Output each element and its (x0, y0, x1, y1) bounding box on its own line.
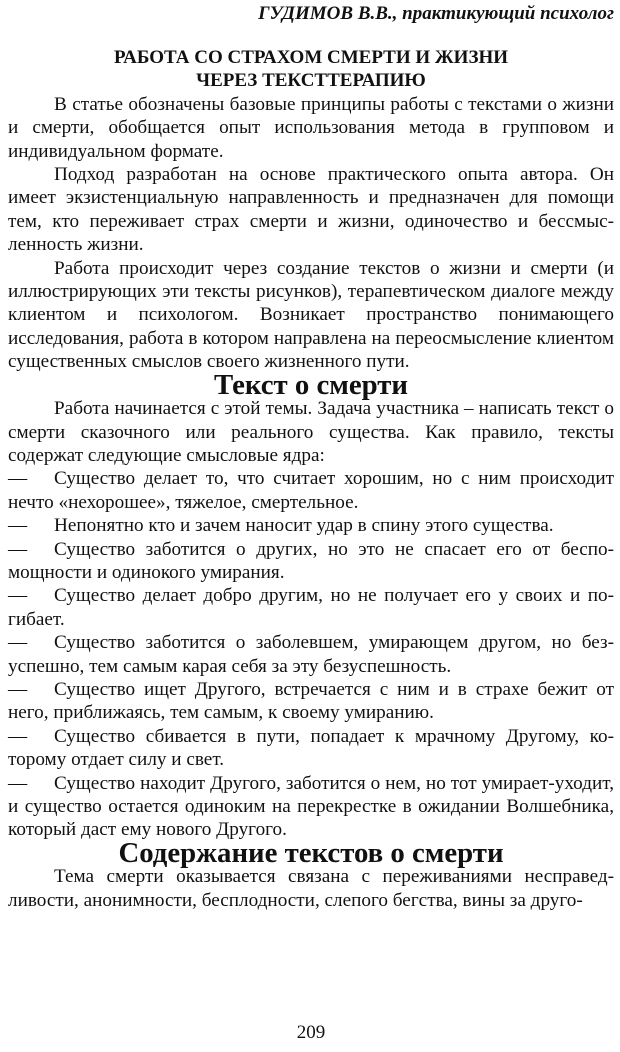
section-heading-death-text: Текст о смерти (213, 368, 409, 401)
dash-marker: — (8, 585, 28, 607)
dash-marker: — (8, 632, 28, 654)
article-body (8, 46, 614, 912)
intro-paragraph-1: В статье обозначены базовые принципы работы с текстами о жизни и смерти, обобщается опыт использования метода в групповом и индивидуальном формате. (8, 93, 614, 162)
list-item (8, 538, 614, 585)
list-item-text: Существо заботится о других, но это не спасает его от беспомощности и одинокого умирания. (8, 538, 614, 583)
section-heading-death-text-content: Содержание текстов о смерти (118, 836, 504, 869)
dash-marker: — (8, 515, 28, 537)
list-item (8, 772, 614, 842)
list-item-text: Существо ищет Другого, встречается с ним и в страхе бежит от него, приближаясь, тем самым, к своему умиранию. (8, 678, 614, 724)
dash-marker: — (8, 678, 28, 700)
section1-intro-paragraph: Работа начинается с этой темы. Задача участника – написать текст о смерти сказочного или реального существа. Как правило, тексты содержат следующие смысловые ядра: (8, 398, 614, 466)
list-item-text: Непонятно кто и зачем наносит удар в спину этого существа. (54, 515, 554, 537)
list-item (8, 725, 614, 772)
list-item-text: Существо находит Другого, заботится о нем, но тот умирает-уходит, и существо остается одиноким на перекрестке в ожидании Волшебника, который даст ему нового Другого. (8, 772, 614, 841)
running-header: ГУДИМОВ В.В., практикующий психолог (258, 3, 614, 24)
list-item (8, 514, 614, 537)
article-title-line-2: ЧЕРЕЗ ТЕКСТТЕРАПИЮ (196, 70, 426, 92)
list-item-text: Существо делает то, что считает хорошим, но с ним происходит нечто «нехорошее», тяжелое, смертельное. (8, 468, 614, 513)
book-page (8, 0, 614, 1052)
article-title (8, 46, 614, 93)
list-item-text: Существо делает добро другим, но не получает его у своих и погибает. (8, 585, 614, 630)
intro-paragraph-2: Подход разработан на основе практического опыта автора. Он имеет экзистенциальную направленность и предназначен для помощи тем, кто переживает страх смерти и жизни, одиночество и бессмысленность жизни. (8, 164, 614, 256)
semantic-cores-list (8, 467, 614, 842)
dash-marker: — (8, 468, 28, 490)
article-title-line-1: РАБОТА СО СТРАХОМ СМЕРТИ И ЖИЗНИ (113, 47, 509, 68)
list-item-text: Существо сбивается в пути, попадает к мрачному Другому, которому отдает силу и свет. (8, 725, 614, 771)
list-item (8, 631, 614, 678)
list-item-text: Существо заботится о заболевшем, умирающем другом, но безуспешно, тем самым карая себя за эту безуспешность. (8, 632, 614, 677)
list-item (8, 467, 614, 514)
dash-marker: — (8, 725, 28, 747)
section2-paragraph: Тема смерти оказывается связана с переживаниями несправедливости, анонимности, бесплодности, слепого бегства, вины за друго- (8, 866, 614, 911)
list-item (8, 584, 614, 631)
list-item (8, 678, 614, 725)
intro-paragraph-3: Работа происходит через создание текстов о жизни и смерти (и иллюстрирующих эти тексты рисунков), терапевтическом диалоге между клиентом и психологом. Возникает пространство понимающего исследования, работа в котором направлена на переосмысление клиентом существенных смыслов своего жизненного пути. (8, 257, 614, 373)
page-number: 209 (296, 1022, 326, 1043)
dash-marker: — (8, 538, 28, 560)
dash-marker: — (8, 772, 28, 794)
